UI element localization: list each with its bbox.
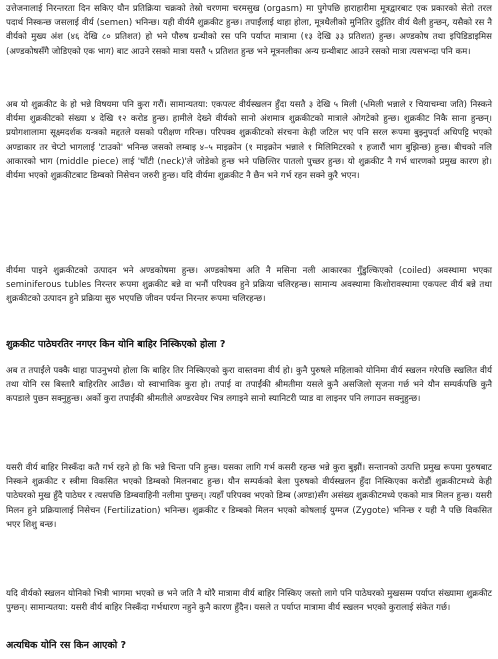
section-heading-semen-leakage: शुक्रकीट पाठेघरतिर नगएर किन योनि बाहिर निस्किएको होला ? [6,339,226,350]
paragraph-leakage-explanation: अब त तपाईंले पक्कै थाहा पाउनुभयो होला कि बाहिर तिर निस्किएको कुरा वास्तवमा वीर्य हो। कुनै पुरुषले महिलाको योनिमा वीर्य स्खलन गरेपछि स्खलित वीर्य तथा योनि रस बिस्तारै बाहिरतिर आउँछ। यो स्वाभाविक कुरा हो। तपाई वा तपाईंकी श्रीमतीमा यसले कुनै असजिलो सृजना गर्छ भने यौन सम्पर्कपछि कुनै कपडाले पुछन सक्नुहुन्छ। अर्को कुरा तपाईंकी श्रीमतीले अण्डरवेयर भित्र लगाइने सानो स्यानिटरी प्याड वा लाइनर पनि लगाउन सक्नुहुन्छ। [6,366,492,405]
paragraph-sperm-production: वीर्यमा पाइने शुक्रकीटको उत्पादन भने अण्डकोषमा हुन्छ। अण्डकोषमा अति नै मसिना नली आकारका गुँडुल्किएको (coiled) अवस्थामा भएका seminiferous tubles निरन्तर रूपमा शुक्रकीट बन्ने वा भनौं परिपक्व हुने प्रक्रिया चलिरहन्छ। सामान्य अवस्थामा किशोरावस्थामा एकपल्ट वीर्य बन्ने तथा शुक्रकीटको उत्पादन हुने प्रक्रिया सुरु भएपछि जीवन पर्यन्त निरन्तर रूपमा चलिरहन्छ। [6,266,492,305]
section-heading-excess-discharge: अत्यधिक योनि रस किन आएको ? [6,640,127,651]
paragraph-semen-composition: उत्तेजनालाई निरन्तरता दिन सकिए यौन प्रतिक्रिया चक्रको तेस्रो चरणमा चरमसुख (orgasm) मा पुगेपछि हाराहारीमा मूत्रद्वारबाट एक प्रकारको सेतो तरल पदार्थ निस्कन्छ जसलाई वीर्य (semen) भनिन्छ। यही वीर्यमै शुक्रकीट हुन्छ। तपाईंलाई थाहा होला, मूत्रथैलीको मुनितिर दुईतिर वीर्य थैली हुन्छन्, यसैको रस नै वीर्यको मुख्य अंश (४६ देखि ८० प्रतिशत) हो भने पौरुष ग्रन्थीको रस पनि पर्याप्त मात्रामा (१३ देखि ३३ प्रतिशत) हुन्छ। अण्डकोष तथा इपिडिडाइमिस (अण्डकोषसँगै जोडिएको एक भाग) बाट आउने रसको मात्रा यसतै ५ प्रतिशत हुन्छ भने मूत्रनलीका अन्य ग्रन्थीबाट आउने रसको मात्रा त्यसभन्दा पनि कम। [6,4,492,57]
paragraph-sperm-structure: अब यो शुक्रकीट के हो भन्ने विषयमा पनि कुरा गरौं। सामान्यतया: एकपल्ट वीर्यस्खलन हुँदा यसतै ३ देखि ५ मिली (५मिली भन्नाले र चियाचम्चा जति) निस्कने वीर्यमा शुक्रकीटको संख्या ४ देखि १२ करोड हुन्छ। हामीले देख्ने वीर्यको सानो अंशमात्र शुक्रकीटको मात्राले ओगटेको हुन्छ। शुक्रकीट निकै साना हुन्छन्। प्रयोगशालामा सूक्ष्मदर्शक यन्त्रको मद्दतले यसको परीक्षण गरिन्छ। परिपक्व शुक्रकीटको संरचना केही जटिल भए पनि सरल रूपमा बुझ्नुपर्दा अधिपट्टि भएको अण्डाकार तर चेप्टो भागलाई 'टाउको' भनिन्छ जसको लम्बाइ ४–५ माइक्रोन (१ माइक्रोन भन्नाले १ मिलिमिटरको १ हजारौं भाग बुझिन्छ) हुन्छ। बीचको नलि आकारको भाग (middle piece) लाई 'घाँटी (neck)'ले जोडेको हुन्छ भने पछिल्तिर पातलो पुच्छर हुन्छ। यो शुक्रकीट नै गर्भ धारणको प्रमुख कारण हो। वीर्यमा भएको शुक्रकीटबाट डिम्बको निसेचन जरुरी हुन्छ। यदि वीर्यमा शुक्रकीट नै छैन भने गर्भ रहन सक्ने कुरै भएन। [6,100,492,182]
paragraph-pregnancy-possibility: यदि वीर्यको स्खलन योनिको भित्री भागमा भएको छ भने जति नै थोरै मात्रामा वीर्य बाहिर निस्किए जस्तो लागे पनि पाठेघरको मुखसम्म पर्याप्त संख्यामा शुक्रकीट पुग्छन्। सामान्यतया: यसरी वीर्य बाहिर निस्कँदा गर्भधारण नहुने कुनै कारण हुँदैन। यसले त पर्याप्त मात्रामा वीर्य स्खलन भएको कुरालाई संकेत गर्छ। [6,589,492,614]
paragraph-fertilization: यसरी वीर्य बाहिर निस्कँदा कतै गर्भ रहने हो कि भन्ने चिन्ता पनि हुन्छ। यसका लागि गर्भ कसरी रहन्छ भन्ने कुरा बुझौं। सन्तानको उत्पत्ति प्रमुख रूपमा पुरुषबाट निस्कने शुक्रकीट र स्त्रीमा विकसित भएको डिम्बको मिलनबाट हुन्छ। यौन सम्पर्कको बेला पुरुषको वीर्यस्खलन हुँदा निस्किएका करोडौं शुक्रकीटमध्ये केही पाठेघरको मुख हुँदै पाठेघर र त्यसपछि डिम्बवाहिनी नलीमा पुग्छन्। त्यहाँ परिपक्व भएको डिम्ब (अण्डा)सँग असंख्य शुक्रकीटमध्ये एकको मात्र मिलन हुन्छ। यसरी मिलन हुने प्रक्रियालाई निसेचन (Fertilization) भनिन्छ। शुक्रकीट र डिम्बको मिलन भएको कोषलाई युग्मज (Zygote) भनिन्छ र यही नै पछि विकसित भएर शिशु बन्छ। [6,463,492,530]
